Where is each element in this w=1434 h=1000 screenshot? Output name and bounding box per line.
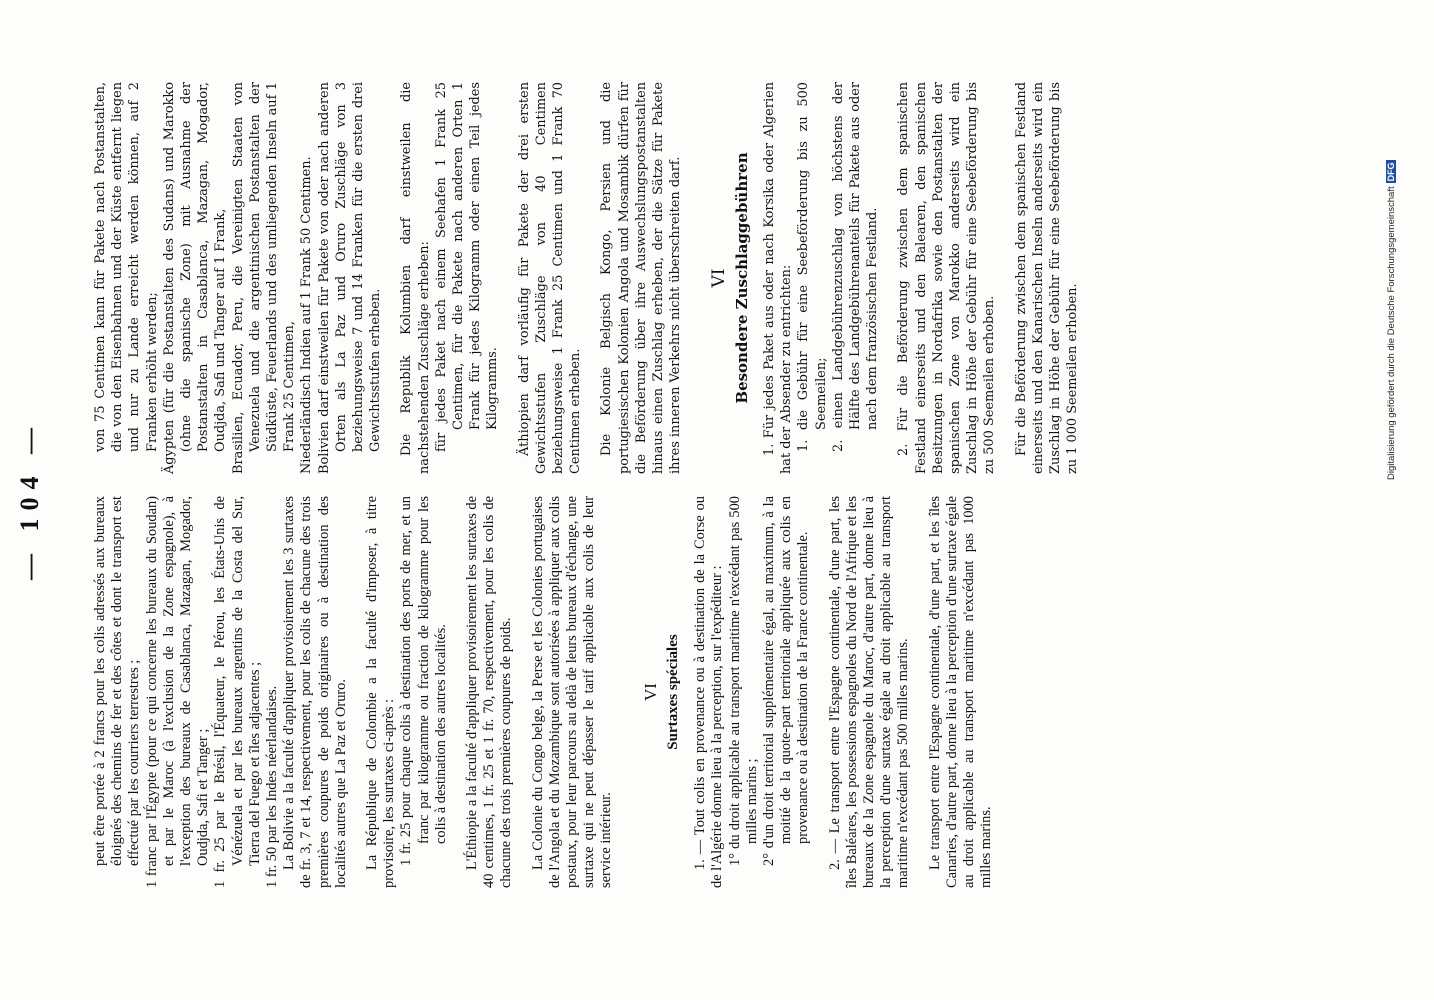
- fr-s1: [692, 496, 812, 888]
- de-aethiopien: [516, 82, 585, 474]
- fr-s1-b: 2° d'un droit territorial supplémentaire égal, au maximum, à la moitié de la quote-part territoriale appliquée aux colis en provenance ou à destination de la France continentale.: [760, 496, 812, 866]
- de-aegypten: Ägypten (für die Postanstalten des Sudans) und Marokko (ohne die spanische Zone) mit Ausnahme der Postanstalten in Casablanca, Mazagan, Mogador, Oudjda, Safi und Tanger auf 1 Frank,: [161, 82, 229, 474]
- dfg-credit: [1386, 160, 1397, 480]
- fr-s3: [927, 496, 996, 888]
- fr-s1-a: 1° du droit applicable au transport maritime n'excédant pas 500 milles marins ;: [726, 496, 760, 866]
- de-s1: [761, 82, 881, 474]
- de-kolumbien-item: für jedes Paket nach einem Seehafen 1 Frank 25 Centimen, für die Pakete nach anderen Orten 1 Frank für jedes Kilogramm oder einen Teil jedes Kilogramms.: [433, 82, 501, 452]
- fr-egypte: 1 franc par l'Égypte (pour ce qui concerne les bureaux du Soudan) et par le Maroc (à l'exclusion de la Zone espagnole), à l'exception des bureaux de Casablanca, Mazagan, Mogador, Oudjda, Safi et Tanger ;: [143, 496, 212, 888]
- fr-bolivie: La Bolivie a la faculté d'appliquer provisoirement les 3 surtaxes de fr. 3, 7 et 14, respectivement, pour les colis de chacune des trois premières coupures de poids originaires ou à destination des localités autres que La Paz et Oruro.: [281, 496, 349, 888]
- fr-s2-text: 2. — Le transport entre l'Espagne continentale, d'une part, les îles Baléares, les possessions espagnoles du Nord de l'Afrique et les bureaux de la Zone espagnole du Maroc, d'autre part, donne lieu à la perception d'une surtaxe égale au droit applicable au transport maritime n'excédant pas 500 milles marins.: [826, 496, 912, 888]
- de-section-title: Besondere Zuschlaggebühren: [732, 152, 751, 404]
- fr-bresil: 1 fr. 25 par le Brésil, l'Équateur, le Pérou, les États-Unis de Vénézuela et par les bureaux argentins de la Costa del Sur, Tierra del Fuego et îles adjacentes ;: [212, 496, 263, 888]
- de-s2-text: 2. Für die Beförderung zwischen dem spanischen Festland einerseits und den Balearen, den spanischen Besitzungen in Nordafrika sowie den Postanstalten der spanischen Zone von Marokko anderseits wird ein Zuschlag in Höhe der Gebühr für eine Seebeförderung bis zu 500 Seemeilen erhoben.: [896, 82, 998, 474]
- fr-continuation: [92, 496, 350, 888]
- fr-cont-text: peut être portée à 2 francs pour les colis adressés aux bureaux éloignés des chemins de fer et des côtes et dont le transport est effectué par les courriers terrestres ;: [92, 496, 143, 866]
- de-kongo: [598, 82, 684, 474]
- french-column: [92, 496, 1009, 888]
- fr-congo-text: La Colonie du Congo belge, la Perse et les Colonies portugaises de l'Angola et du Mozambique sont autorisées à appliquer aux colis postaux, pour leur parcours au delà de leurs bureaux d'échange, une surtaxe qui ne peut dépasser le tarif applicable aux colis de leur service intérieur.: [529, 496, 615, 888]
- de-niederl: Niederländisch Indien auf 1 Frank 50 Centimen.: [299, 156, 315, 474]
- de-s1-a: 1. die Gebühr für eine Seebeförderung bis zu 500 Seemeilen;: [796, 82, 829, 452]
- fr-s1-intro: 1. — Tout colis en provenance ou à destination de la Corse ou de l'Algérie donne lieu à la perception, sur l'expéditeur :: [692, 496, 726, 888]
- de-section-number: VI: [708, 268, 729, 288]
- de-continuation: [92, 82, 384, 474]
- fr-indes: 1 fr. 50 par les Indes néerlandaises.: [264, 685, 281, 888]
- de-s3-text: Für die Beförderung zwischen dem spanischen Festland einerseits und den Kanarischen Inseln anderseits wird ein Zuschlag in Höhe der Gebühr für eine Seebeförderung bis zu 1 000 Seemeilen erhoben.: [1013, 82, 1081, 474]
- de-s3: [1013, 82, 1082, 474]
- de-s1-b: 2. einen Landgebührenzuschlag von höchstens der Hälfte des Landgebührenanteils für Pakete aus oder nach dem französischen Festland.: [830, 82, 881, 452]
- de-s2: [895, 82, 998, 474]
- fr-ethiopie: [464, 496, 516, 888]
- fr-congo: [530, 496, 616, 888]
- de-s1-intro: 1. Für jedes Paket aus oder nach Korsika oder Algerien hat der Absender zu entrichten:: [761, 82, 795, 474]
- de-brasilien: Brasilien, Ecuador, Peru, die Vereinigten Staaten von Venezuela und die argentinischen Postanstalten der Südküste, Feuerlands und des umliegenden Inseln auf 1 Frank 25 Centimen,: [230, 82, 298, 474]
- dfg-logo: DFG: [1386, 162, 1396, 182]
- dfg-credit-text: Digitalisierung gefördert durch die Deutsche Forschungsgemeinschaft: [1386, 186, 1397, 480]
- fr-section-title: Surtaxes spéciales: [664, 634, 681, 750]
- de-kolumbien-intro: Die Republik Kolumbien darf einstweilen die nachstehenden Zuschläge erheben:: [399, 82, 432, 474]
- page-number: — 104 —: [15, 420, 44, 580]
- fr-colombie: [364, 496, 450, 888]
- de-kongo-text: Die Kolonie Belgisch Kongo, Persien und die portugiesischen Kolonien Angola und Mosambik dürfen für die Beförderung über ihre Auswechslungspostanstalten hinaus einen Zuschlag erheben, der die Sätze für Pakete ihres inneren Verkehrs nicht überschreiten darf.: [599, 82, 684, 474]
- de-cont-text: von 75 Centimen kann für Pakete nach Postanstalten, die von den Eisenbahnen und der Küste entfernt liegen und nur zu Lande erreicht werden können, auf 2 Franken erhöht werden;: [93, 82, 160, 452]
- de-aethiopien-text: Äthiopien darf vorläufig für Pakete der drei ersten Gewichtsstufen Zuschläge von 40 Centimen beziehungsweise 1 Frank 25 Centimen und 1 Frank 70 Centimen erheben.: [516, 82, 584, 474]
- de-bolivien: Bolivien darf einstweilen für Pakete von oder nach anderen Orten als La Paz und Oruro Zuschläge von 3 beziehungsweise 7 und 14 Franken für die ersten drei Gewichtsstufen erheben.: [316, 82, 384, 474]
- fr-colombie-item: 1 fr. 25 pour chaque colis à destination des ports de mer, et un franc par kilogramme ou fraction de kilogramme pour les colis à destination des autres localités.: [398, 496, 449, 866]
- fr-colombie-intro: La République de Colombie a la faculté d'imposer, à titre provisoire, les surtaxes ci-après :: [364, 496, 398, 888]
- fr-s3-text: Le transport entre l'Espagne continentale, d'une part, et les îles Canaries, d'autre part, donne lieu à la perception d'une surtaxe égale au droit applicable au transport maritime n'excédant pas 1000 milles marins.: [926, 496, 995, 888]
- fr-section-number: VI: [640, 683, 660, 701]
- fr-ethiopie-text: L'Éthiopie a la faculté d'appliquer provisoirement les surtaxes de 40 centimes, 1 fr. 25 et 1 fr. 70, respectivement, pour les colis de chacune des trois premières coupures de poids.: [464, 496, 515, 888]
- fr-s2: [827, 496, 913, 888]
- german-column: [92, 82, 1095, 474]
- de-kolumbien: [398, 82, 501, 474]
